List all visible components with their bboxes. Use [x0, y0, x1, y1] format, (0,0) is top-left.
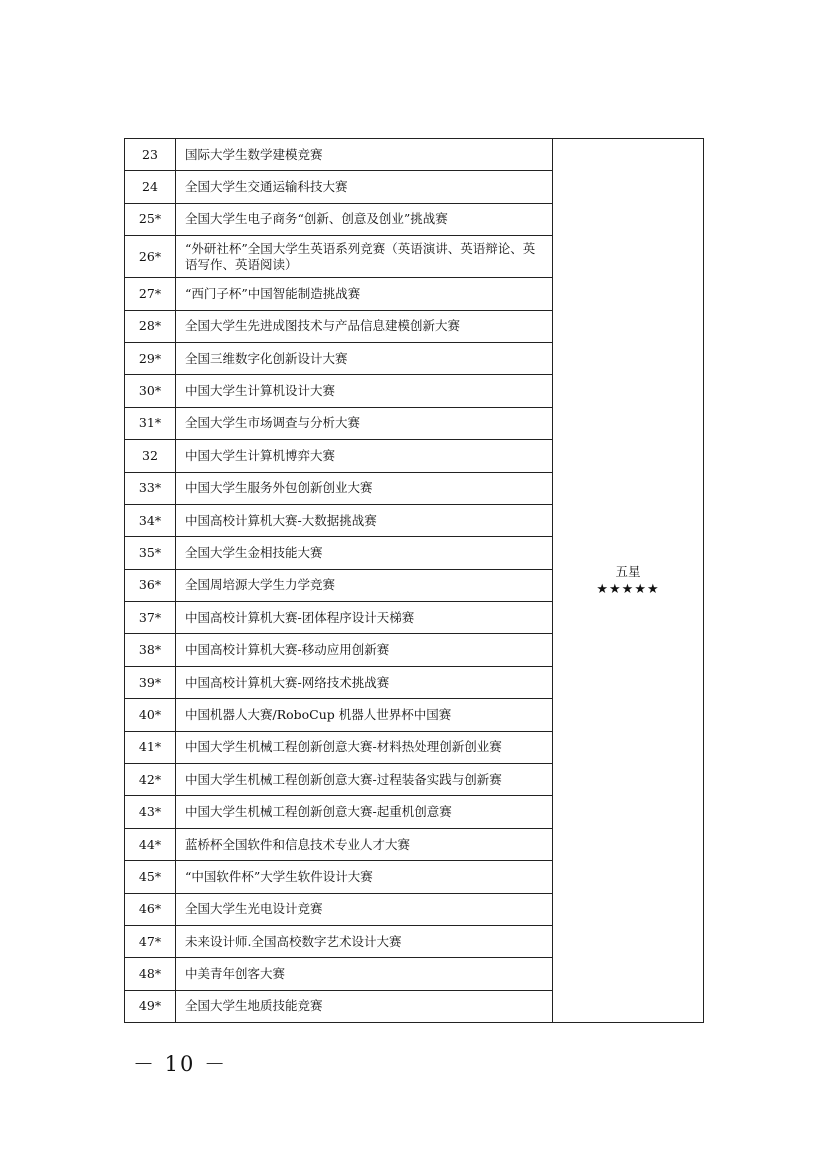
contest-name: 中国大学生机械工程创新创意大赛-起重机创意赛 [176, 796, 553, 828]
level-cell [553, 139, 704, 1023]
contest-name: 中国大学生服务外包创新创业大赛 [176, 472, 553, 504]
row-number: 43* [125, 796, 176, 828]
contest-name: 中国高校计算机大赛-团体程序设计天梯赛 [176, 602, 553, 634]
row-number: 44* [125, 828, 176, 860]
contest-name: 未来设计师.全国高校数字艺术设计大赛 [176, 925, 553, 957]
contest-name: 中国高校计算机大赛-大数据挑战赛 [176, 504, 553, 536]
contest-name: “外研社杯”全国大学生英语系列竞赛（英语演讲、英语辩论、英语写作、英语阅读） [176, 236, 553, 278]
row-number: 29* [125, 342, 176, 374]
row-number: 33* [125, 472, 176, 504]
contest-name: 中国大学生机械工程创新创意大赛-过程装备实践与创新赛 [176, 764, 553, 796]
contest-name: 全国大学生市场调查与分析大赛 [176, 407, 553, 439]
contest-name: 中国大学生机械工程创新创意大赛-材料热处理创新创业赛 [176, 731, 553, 763]
row-number: 31* [125, 407, 176, 439]
row-number: 25* [125, 203, 176, 235]
star-rating-icon: ★★★★★ [596, 581, 660, 597]
contest-name: 全国大学生电子商务“创新、创意及创业”挑战赛 [176, 203, 553, 235]
row-number: 23 [125, 139, 176, 171]
contest-name: 全国大学生交通运输科技大赛 [176, 171, 553, 203]
contest-name: 中美青年创客大赛 [176, 958, 553, 990]
row-number: 32 [125, 440, 176, 472]
row-number: 34* [125, 504, 176, 536]
contest-name: 中国机器人大赛/RoboCup 机器人世界杯中国赛 [176, 699, 553, 731]
row-number: 27* [125, 278, 176, 310]
row-number: 28* [125, 310, 176, 342]
row-number: 45* [125, 861, 176, 893]
contest-name: “西门子杯”中国智能制造挑战赛 [176, 278, 553, 310]
row-number: 46* [125, 893, 176, 925]
row-number: 42* [125, 764, 176, 796]
row-number: 47* [125, 925, 176, 957]
row-number: 40* [125, 699, 176, 731]
contest-name: 中国大学生计算机博弈大赛 [176, 440, 553, 472]
row-number: 38* [125, 634, 176, 666]
contest-name: 中国高校计算机大赛-移动应用创新赛 [176, 634, 553, 666]
row-number: 36* [125, 569, 176, 601]
contest-name: 中国大学生计算机设计大赛 [176, 375, 553, 407]
contest-name: 全国三维数字化创新设计大赛 [176, 342, 553, 374]
contest-name: “中国软件杯”大学生软件设计大赛 [176, 861, 553, 893]
contest-name: 中国高校计算机大赛-网络技术挑战赛 [176, 666, 553, 698]
row-number: 37* [125, 602, 176, 634]
contest-table [124, 138, 704, 1023]
row-number: 48* [125, 958, 176, 990]
contest-name: 国际大学生数学建模竞赛 [176, 139, 553, 171]
row-number: 30* [125, 375, 176, 407]
row-number: 35* [125, 537, 176, 569]
row-number: 24 [125, 171, 176, 203]
row-number: 39* [125, 666, 176, 698]
table-row [125, 139, 704, 171]
contest-name: 全国大学生光电设计竞赛 [176, 893, 553, 925]
level-label: 五星 [615, 563, 641, 579]
row-number: 41* [125, 731, 176, 763]
row-number: 49* [125, 990, 176, 1022]
contest-name: 蓝桥杯全国软件和信息技术专业人才大赛 [176, 828, 553, 860]
contest-name: 全国大学生先进成图技术与产品信息建模创新大赛 [176, 310, 553, 342]
contest-name: 全国大学生金相技能大赛 [176, 537, 553, 569]
page-number: － 10 － [133, 1052, 228, 1076]
contest-table-body [125, 139, 704, 1023]
contest-name: 全国大学生地质技能竞赛 [176, 990, 553, 1022]
row-number: 26* [125, 236, 176, 278]
contest-name: 全国周培源大学生力学竞赛 [176, 569, 553, 601]
